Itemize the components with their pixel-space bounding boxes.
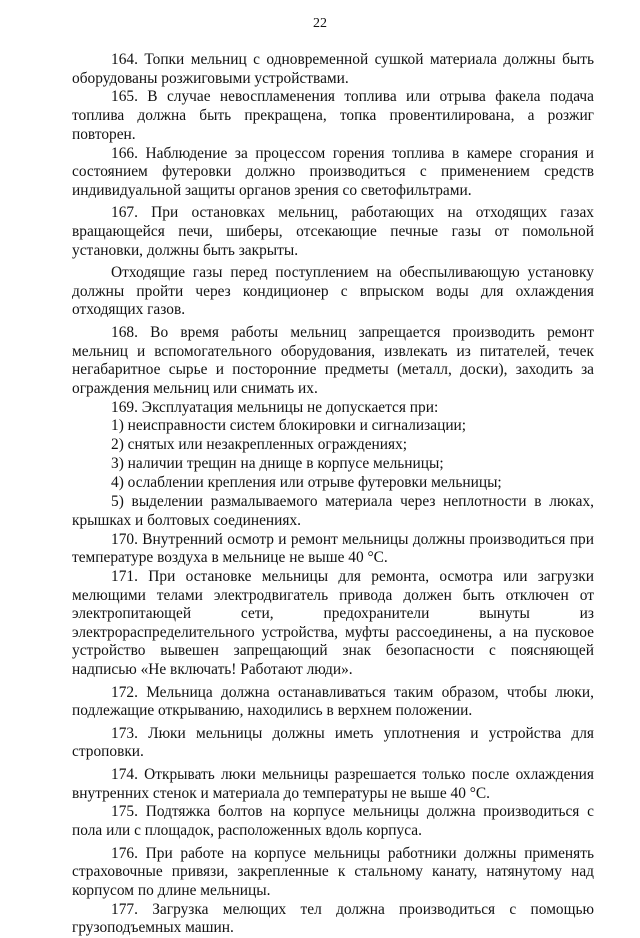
paragraph-174: 174. Открывать люки мельницы разрешается только после охлаждения внутренних стенок и материала до температуры не выше 40 °С. (72, 765, 594, 802)
paragraph-172: 172. Мельница должна останавливаться таким образом, чтобы люки, подлежащие открыванию, находились в верхнем положении. (72, 683, 594, 720)
page-number: 22 (313, 16, 327, 31)
document-body (72, 51, 594, 938)
paragraph-169: 169. Эксплуатация мельницы не допускается при: (111, 398, 439, 416)
paragraph-167: 167. При остановках мельниц, работающих на отходящих газах вращающейся печи, шиберы, отсекающие печные газы от помольной установки, должны быть закрыты. (72, 204, 594, 259)
paragraph-164: 164. Топки мельниц с одновременной сушкой материала должны быть оборудованы розжиговыми устройствами. (72, 51, 594, 87)
paragraph-165: 165. В случае невоспламенения топлива или отрыва факела подача топлива должна быть прекращена, топка провентилирована, а розжиг повторен. (72, 88, 594, 143)
list-item-169-5: 5) выделении размалываемого материала через неплотности в люках, крышках и болтовых соединениях. (72, 493, 594, 529)
paragraph-175: 175. Подтяжка болтов на корпусе мельницы должна производиться с пола или с площадок, расположенных вдоль корпуса. (72, 803, 594, 840)
paragraph-177: 177. Загрузка мелющих тел должна производиться с помощью грузоподъемных машин. (72, 900, 594, 937)
list-item-169-3: 3) наличии трещин на днище в корпусе мельницы; (111, 455, 444, 473)
paragraph-168: 168. Во время работы мельниц запрещается производить ремонт мельниц и вспомогательного оборудования, извлекать из питателей, течек негабаритное сырье и посторонние предметы (металл, доски), заходить за ограждения мельниц или снимать их. (72, 323, 594, 397)
paragraph-170: 170. Внутренний осмотр и ремонт мельницы должны производиться при температуре воздуха в мельнице не выше 40 °С. (72, 530, 594, 567)
list-item-169-1: 1) неисправности систем блокировки и сигнализации; (111, 417, 467, 435)
list-item-169-4: 4) ослаблении крепления или отрыве футеровки мельницы; (111, 474, 502, 492)
paragraph-173: 173. Люки мельницы должны иметь уплотнения и устройства для строповки. (72, 724, 594, 761)
paragraph-166: 166. Наблюдение за процессом горения топлива в камере сгорания и состоянием футеровки должно производиться с применением средств индивидуальной защиты органов зрения со светофильтрами. (72, 144, 594, 199)
paragraph-171: 171. При остановке мельницы для ремонта, осмотра или загрузки мелющими телами электродвигатель привода должен быть отключен от электропитающей сети, предохранители вынуты из электрораспределительного устройства, муфты рассоединены, а на пусковое устройство вывешен запрещающий знак безопасности с поясняющей надписью «Не включать! Работают люди». (72, 568, 594, 678)
paragraph-176: 176. При работе на корпусе мельницы работники должны применять страховочные привязи, закрепленные к стальному канату, натянутому над корпусом по длине мельницы. (72, 844, 594, 899)
paragraph-167-exhaust-gases: Отходящие газы перед поступлением на обеспыливающую установку должны пройти через кондиционер с впрыском воды для охлаждения отходящих газов. (72, 264, 594, 319)
list-item-169-2: 2) снятых или незакрепленных ограждениях; (111, 436, 408, 454)
